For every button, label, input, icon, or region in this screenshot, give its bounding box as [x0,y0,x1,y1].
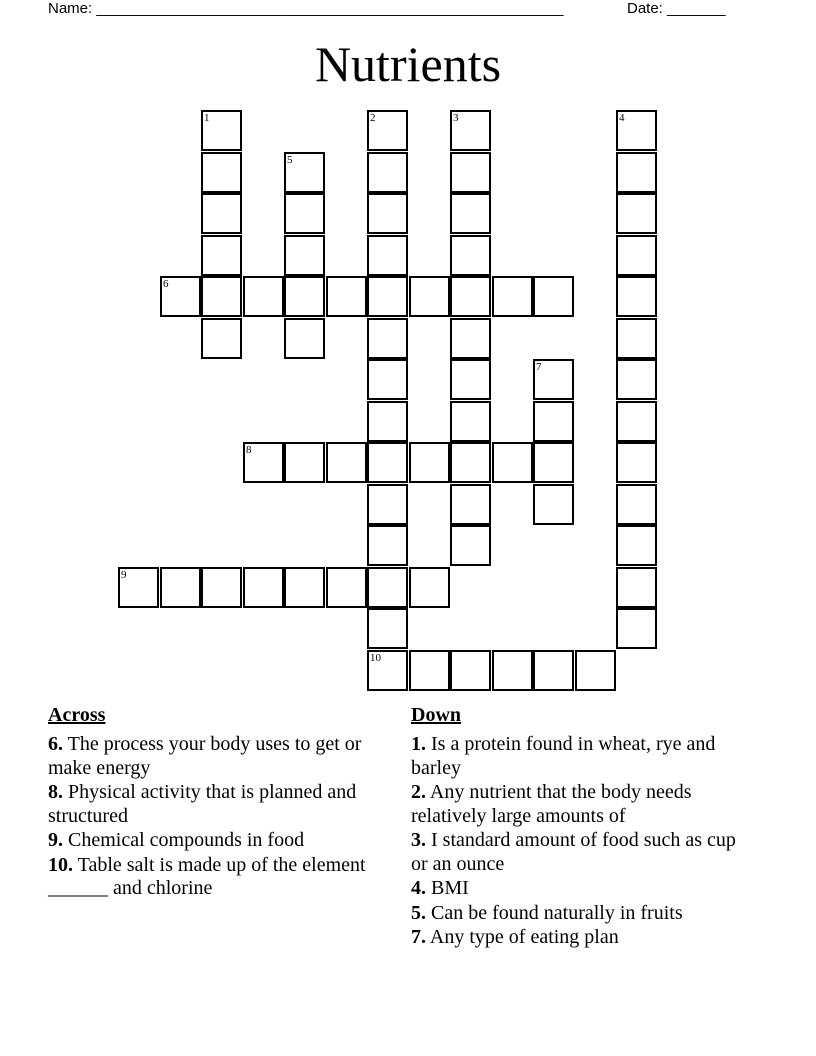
grid-cell[interactable] [616,484,657,525]
grid-cell[interactable] [367,318,408,359]
down-heading: Down [411,704,462,726]
grid-cell[interactable] [533,401,574,442]
grid-cell[interactable] [367,359,408,400]
clue-text: BMI [431,877,469,899]
down-list [411,733,751,950]
grid-cell[interactable] [450,650,491,691]
clue-number: 5. [411,901,426,924]
grid-cell[interactable] [409,442,450,483]
clue-across-9 [48,829,388,853]
grid-cell[interactable] [367,567,408,608]
cell-number: 1 [204,112,210,124]
grid-cell[interactable] [533,484,574,525]
grid-cell[interactable] [450,525,491,566]
cell-number: 9 [121,569,127,581]
grid-cell[interactable] [450,318,491,359]
grid-cell[interactable] [367,276,408,317]
grid-cell[interactable] [284,193,325,234]
date-field[interactable]: Date: _______ [627,0,726,17]
grid-cell[interactable] [533,276,574,317]
clue-text: Any nutrient that the body needs relatively large amounts of [411,781,692,827]
grid-cell[interactable] [367,484,408,525]
grid-cell[interactable] [367,193,408,234]
cell-number: 6 [163,278,169,290]
clue-number: 8. [48,781,63,803]
grid-cell[interactable] [450,152,491,193]
grid-cell[interactable] [450,235,491,276]
grid-cell[interactable] [367,442,408,483]
clue-text: Can be found naturally in fruits [431,901,683,924]
grid-cell[interactable] [367,110,408,151]
grid-cell[interactable] [367,608,408,649]
cell-number: 5 [287,154,293,166]
clue-text: Chemical compounds in food [68,829,305,851]
grid-cell[interactable] [616,608,657,649]
grid-cell[interactable] [575,650,616,691]
grid-cell[interactable] [616,110,657,151]
grid-cell[interactable] [201,193,242,234]
grid-cell[interactable] [201,276,242,317]
grid-cell[interactable] [450,276,491,317]
down-clues [411,702,751,951]
grid-cell[interactable] [450,193,491,234]
grid-cell[interactable] [533,359,574,400]
grid-cell[interactable] [533,442,574,483]
name-field[interactable]: Name: ________________________________________________________ [48,0,564,17]
grid-cell[interactable] [616,276,657,317]
grid-cell[interactable] [616,152,657,193]
grid-cell[interactable] [201,110,242,151]
grid-cell[interactable] [616,442,657,483]
grid-cell[interactable] [243,276,284,317]
grid-cell[interactable] [367,650,408,691]
page-title: Nutrients [314,36,502,92]
clue-across-10 [48,854,388,901]
grid-cell[interactable] [409,650,450,691]
grid-cell[interactable] [409,276,450,317]
clue-number: 2. [411,781,426,803]
clue-down-3 [411,829,751,876]
grid-cell[interactable] [243,442,284,483]
grid-cell[interactable] [284,235,325,276]
clue-across-8 [48,781,388,828]
across-heading: Across [48,704,106,726]
grid-cell[interactable] [160,276,201,317]
grid-cell[interactable] [326,442,367,483]
grid-cell[interactable] [367,152,408,193]
grid-cell[interactable] [284,152,325,193]
across-clues [48,702,388,902]
grid-cell[interactable] [409,567,450,608]
clue-text: Any type of eating plan [429,926,619,948]
grid-cell[interactable] [492,276,533,317]
clue-down-4 [411,877,751,901]
grid-cell[interactable] [201,567,242,608]
clue-text: Table salt is made up of the element ______ and chlorine [48,853,366,899]
clue-number: 10. [48,853,73,876]
grid-cell[interactable] [450,359,491,400]
grid-cell[interactable] [201,235,242,276]
grid-cell[interactable] [201,318,242,359]
cell-number: 7 [536,361,542,373]
grid-cell[interactable] [616,235,657,276]
across-list [48,733,388,901]
cell-number: 8 [246,444,252,456]
clue-number: 9. [48,829,63,851]
cell-number: 4 [619,112,625,124]
grid-cell[interactable] [284,442,325,483]
grid-cell[interactable] [367,235,408,276]
grid-cell[interactable] [160,567,201,608]
grid-cell[interactable] [450,442,491,483]
grid-cell[interactable] [450,484,491,525]
grid-cell[interactable] [492,442,533,483]
clue-number: 4. [411,877,426,899]
grid-cell[interactable] [616,401,657,442]
grid-cell[interactable] [616,318,657,359]
grid-cell[interactable] [616,525,657,566]
clue-number: 7. [411,926,426,948]
grid-cell[interactable] [367,401,408,442]
grid-cell[interactable] [118,567,159,608]
cell-number: 3 [453,112,459,124]
clue-text: Physical activity that is planned and structured [48,781,357,827]
clue-text: I standard amount of food such as cup or an ounce [411,829,736,875]
grid-cell[interactable] [616,359,657,400]
grid-cell[interactable] [450,401,491,442]
grid-cell[interactable] [616,567,657,608]
clue-down-5 [411,902,751,926]
grid-cell[interactable] [533,650,574,691]
grid-cell[interactable] [326,567,367,608]
clue-number: 3. [411,829,426,851]
clue-number: 6. [48,733,63,755]
grid-cell[interactable] [284,567,325,608]
clue-text: The process your body uses to get or make energy [48,733,362,779]
clue-down-7 [411,926,751,950]
grid-cell[interactable] [616,193,657,234]
clue-down-2 [411,781,751,828]
grid-cell[interactable] [243,567,284,608]
grid-cell[interactable] [284,276,325,317]
cell-number: 10 [370,652,381,664]
clue-across-6 [48,733,388,780]
clue-down-1 [411,733,751,780]
grid-cell[interactable] [284,318,325,359]
grid-cell[interactable] [367,525,408,566]
grid-cell[interactable] [326,276,367,317]
cell-number: 2 [370,112,376,124]
clue-text: Is a protein found in wheat, rye and barley [411,733,716,779]
grid-cell[interactable] [450,110,491,151]
grid-cell[interactable] [492,650,533,691]
grid-cell[interactable] [201,152,242,193]
clue-number: 1. [411,733,426,755]
